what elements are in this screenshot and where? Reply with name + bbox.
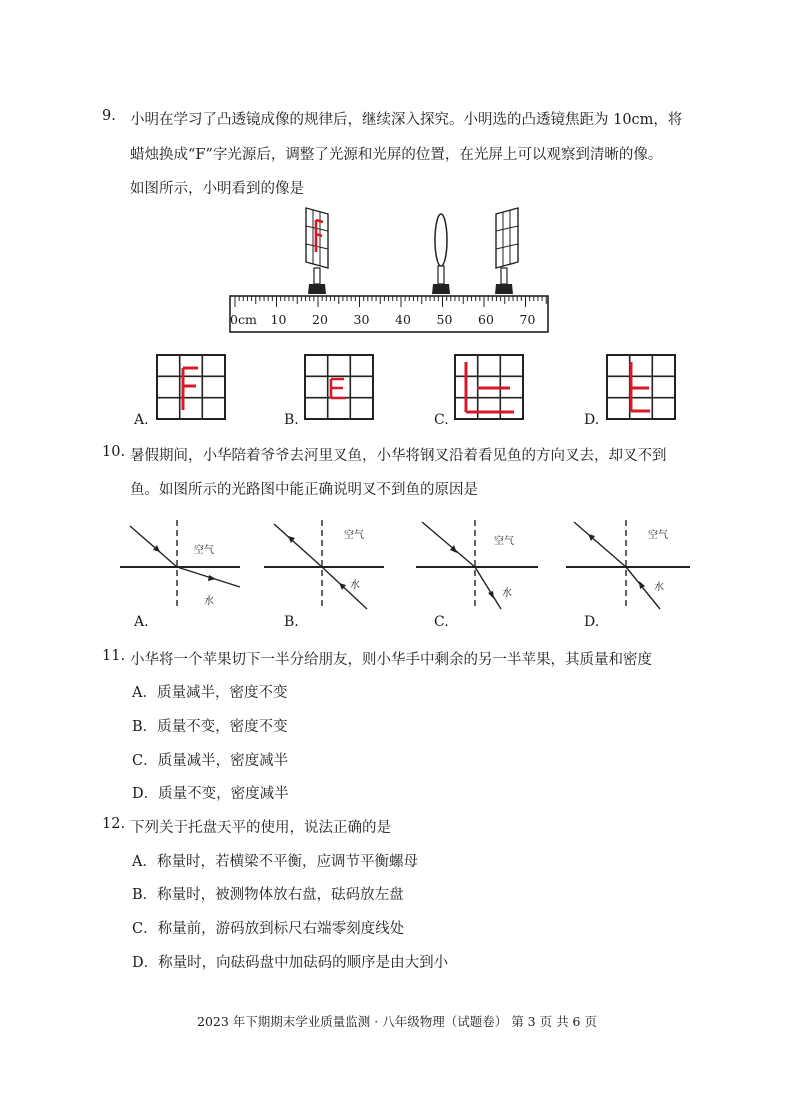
option-c-grid: [454, 354, 524, 420]
ruler-tick-label: 0cm: [230, 312, 257, 327]
air-label: 空气: [494, 536, 514, 547]
question-text-line: 如图所示，小明看到的像是: [130, 181, 304, 197]
question-text-line: 小明在学习了凸透镜成像的规律后，继续深入探究。小明选的凸透镜焦距为 10cm，将: [130, 112, 683, 128]
question-text-line: 暑假期间，小华陪着爷爷去河里叉鱼，小华将钢叉沿着看见鱼的方向叉去，却叉不到: [130, 448, 667, 464]
ruler-tick-label: 50: [436, 312, 453, 327]
light-screen: [495, 208, 518, 294]
question-stem: 下列关于托盘天平的使用，说法正确的是: [130, 820, 391, 836]
option-b: B．称量时，被测物体放右盘，砝码放左盘: [132, 887, 404, 903]
water-label: 水: [350, 580, 360, 591]
option-a-grid: [156, 354, 226, 420]
option-label: A.: [134, 614, 149, 630]
option-label: B.: [284, 412, 299, 428]
option-label: C.: [434, 614, 449, 630]
option-c: C．质量减半，密度减半: [132, 753, 289, 769]
option-label: D.: [584, 412, 600, 428]
ruler-tick-label: 30: [353, 312, 370, 327]
ruler-tick-label: 40: [395, 312, 411, 327]
question-number: 12.: [102, 816, 126, 832]
air-label: 空气: [648, 530, 668, 541]
option-b: B．质量不变，密度不变: [132, 719, 288, 735]
question-number: 10.: [102, 444, 126, 460]
option-a: A．称量时，若横梁不平衡，应调节平衡螺母: [132, 854, 418, 870]
ruler-tick-label: 10: [270, 312, 287, 327]
water-label: 水: [654, 582, 664, 593]
option-label: C.: [434, 412, 449, 428]
refraction-diagram-b: [264, 520, 394, 610]
air-label: 空气: [194, 545, 214, 556]
option-d-grid: [606, 354, 676, 420]
option-d: D．称量时，向砝码盘中加砝码的顺序是由大到小: [132, 955, 449, 971]
ruler-tick-label: 70: [519, 312, 536, 327]
option-label: D.: [584, 614, 600, 630]
question-text-line: 鱼。如图所示的光路图中能正确说明叉不到鱼的原因是: [130, 482, 478, 498]
option-label: A.: [134, 412, 149, 428]
option-d: D．质量不变，密度减半: [132, 786, 289, 802]
refraction-diagram-a: [120, 520, 250, 610]
convex-lens: [432, 214, 450, 294]
refraction-diagram-c: [416, 520, 546, 610]
water-label: 水: [502, 588, 512, 599]
question-number: 9.: [102, 108, 116, 124]
option-label: B.: [284, 614, 299, 630]
page-footer: 2023 年下期期末学业质量监测 · 八年级物理（试题卷） 第 3 页 共 6 页: [197, 1014, 597, 1029]
water-label: 水: [204, 596, 214, 607]
question-number: 11.: [102, 648, 126, 664]
option-c: C．称量前，游码放到标尺右端零刻度线处: [132, 921, 405, 937]
question-text-line: 蜡烛换成“F”字光源后，调整了光源和光屏的位置，在光屏上可以观察到清晰的像。: [130, 147, 663, 163]
ruler-tick-label: 20: [312, 312, 328, 327]
question-stem: 小华将一个苹果切下一半分给朋友，则小华手中剩余的另一半苹果，其质量和密度: [130, 652, 652, 668]
option-b-grid: [304, 354, 374, 420]
air-label: 空气: [344, 530, 364, 541]
f-light-source: [306, 208, 328, 294]
refraction-diagram-d: [566, 520, 696, 610]
ruler-tick-label: 60: [478, 312, 494, 327]
option-a: A．质量减半，密度不变: [132, 685, 288, 701]
